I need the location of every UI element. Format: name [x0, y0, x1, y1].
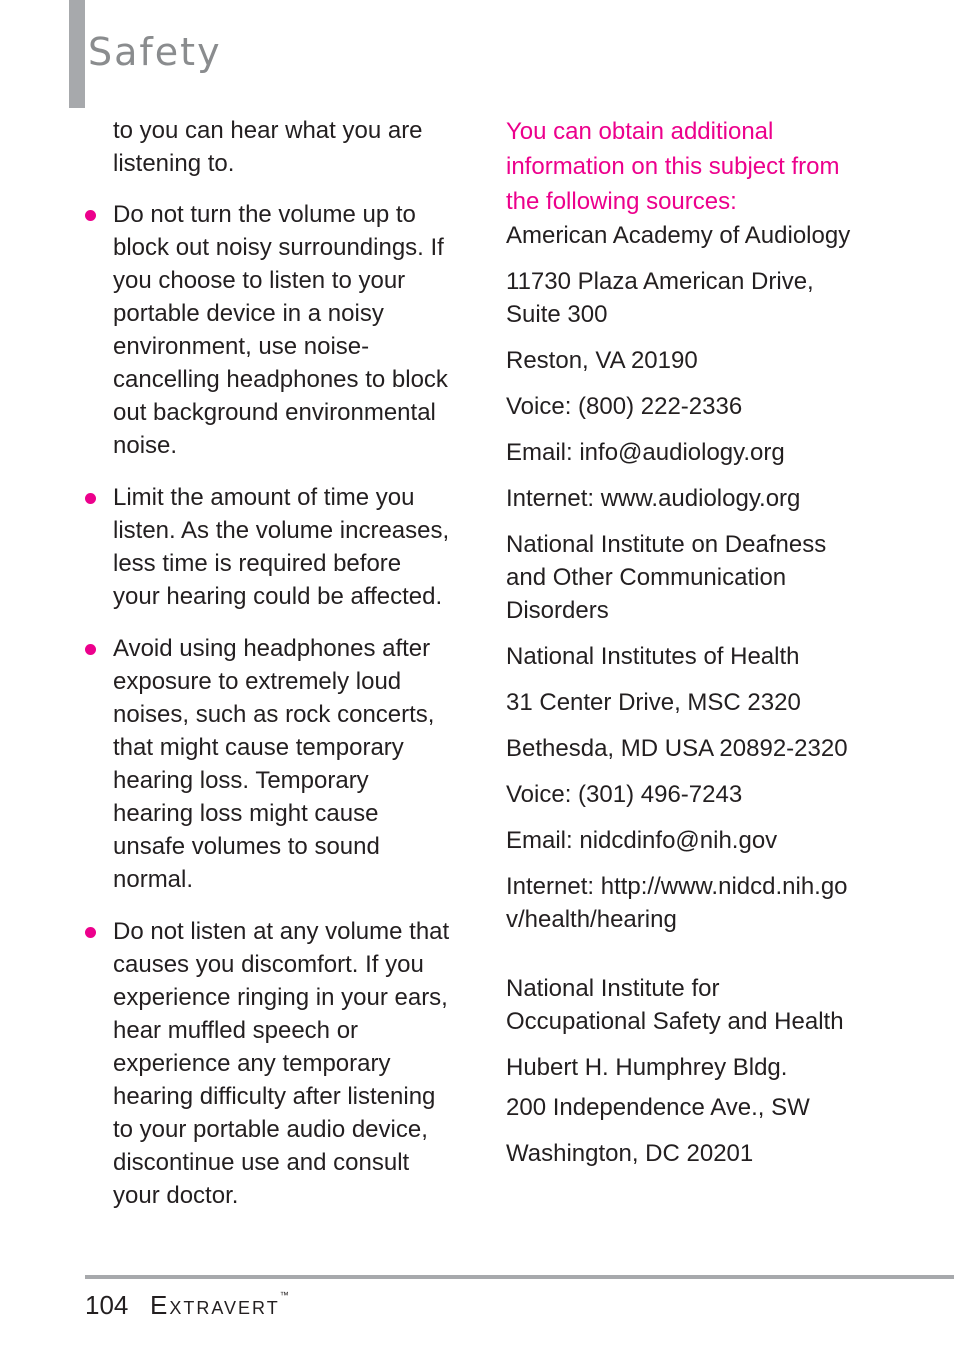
bullet-icon [85, 493, 96, 504]
left-column [85, 114, 450, 1231]
address-line: National Institutes of Health [506, 643, 800, 670]
address-line: 11730 Plaza American Drive, Suite 300 [506, 268, 814, 328]
footer-rule [85, 1275, 954, 1279]
list-item [85, 481, 450, 613]
org-name: National Institute for Occupational Safety and Health [506, 975, 844, 1035]
trademark-mark: ™ [279, 1290, 289, 1300]
address-line: Bethesda, MD USA 20892-2320 [506, 735, 848, 762]
bullet-icon [85, 210, 96, 221]
email-line: Email: info@audiology.org [506, 439, 785, 466]
bullet-text: Do not listen at any volume that causes you discomfort. If you experience ringing in your ears, hear muffled speech or experience any temporary hearing difficulty after listening to your portable audio device, discontinue use and consult your doctor. [113, 918, 450, 1209]
right-column [506, 114, 866, 1183]
brand-name [150, 1290, 289, 1321]
section-bar [69, 0, 85, 108]
voice-line: Voice: (800) 222-2336 [506, 393, 743, 420]
continuation-text: to you can hear what you are listening to. [113, 117, 423, 177]
bullet-icon [85, 644, 96, 655]
org-name: American Academy of Audiology [506, 222, 851, 249]
internet-line: Internet: http://www.nidcd.nih.gov/health/hearing [506, 873, 848, 933]
voice-line: Voice: (301) 496-7243 [506, 781, 743, 808]
address-line: Reston, VA 20190 [506, 347, 698, 374]
brand-text: Extravert [150, 1290, 280, 1320]
page-title: Safety [88, 30, 222, 74]
page-number: 104 [85, 1290, 129, 1320]
address-line: 31 Center Drive, MSC 2320 [506, 689, 801, 716]
list-item [85, 632, 450, 896]
internet-line: Internet: www.audiology.org [506, 485, 801, 512]
list-item [85, 198, 450, 462]
list-item [85, 915, 450, 1212]
bullet-text: Limit the amount of time you listen. As the volume increases, less time is required before your hearing could be affected. [113, 484, 450, 610]
bullet-icon [85, 927, 96, 938]
address-line: Hubert H. Humphrey Bldg. [506, 1054, 788, 1081]
sources-intro: You can obtain additional information on this subject from the following sources: [506, 118, 840, 215]
safety-tips-list [85, 198, 450, 1212]
email-line: Email: nidcdinfo@nih.gov [506, 827, 778, 854]
address-line: Washington, DC 20201 [506, 1140, 754, 1167]
bullet-text: Do not turn the volume up to block out noisy surroundings. If you choose to listen to your portable device in a noisy environment, use noise-cancelling headphones to block out background environmental noise. [113, 201, 448, 459]
org-name: National Institute on Deafness and Other Communication Disorders [506, 531, 827, 624]
bullet-text: Avoid using headphones after exposure to extremely loud noises, such as rock concerts, that might cause temporary hearing loss. Temporary hearing loss might cause unsafe volumes to sound normal. [113, 635, 435, 893]
address-line: 200 Independence Ave., SW [506, 1094, 810, 1121]
